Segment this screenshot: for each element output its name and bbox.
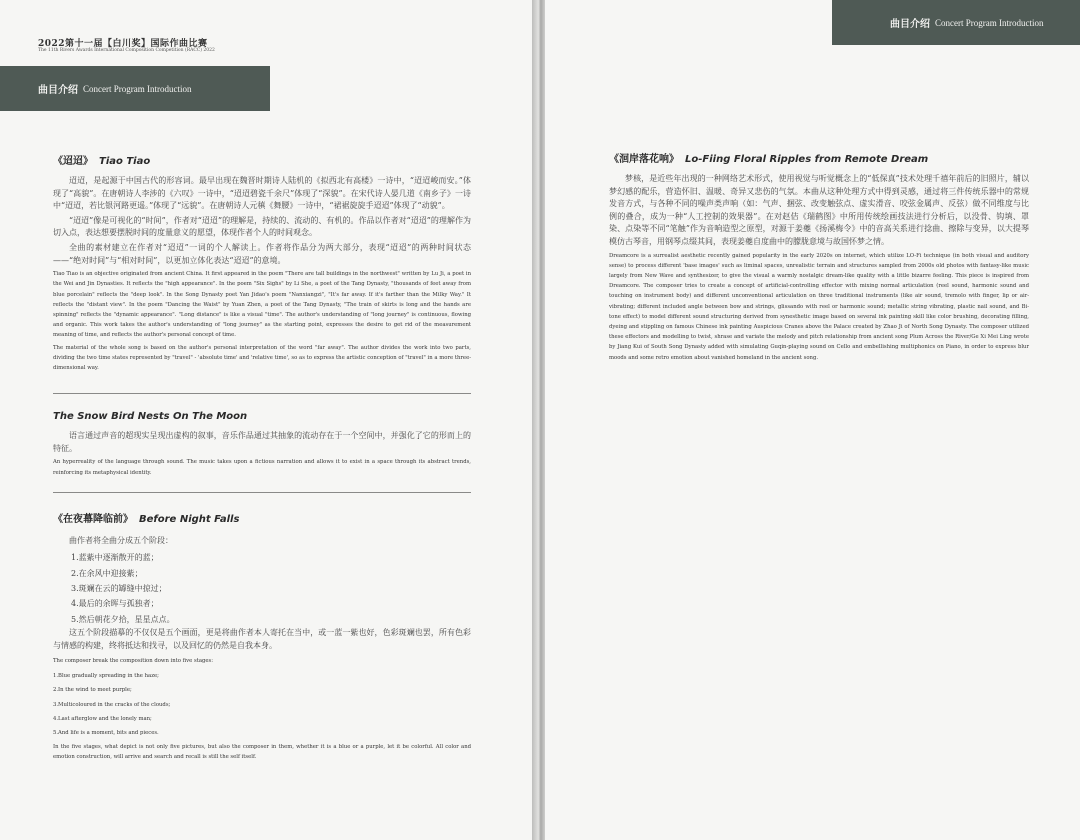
program-title (609, 150, 1029, 165)
list-item: 3.Multicoloured in the cracks of the clouds; (53, 701, 171, 708)
description-en: The material of the whole song is based on the author's personal interpretation of the word "far away". The author divides the work into two parts, dividing the two time states represented by "travel" - 'absolute time' and 'relative time', so as to express the artistic conception of "travel" in a more three-dimensional way. (53, 344, 471, 371)
left-content (53, 152, 471, 763)
program-title-cn: 《洄岸落花响》 (609, 154, 679, 165)
banner-title-en: Concert Program Introduction (935, 17, 1044, 28)
stages-outro-cn: 这五个阶段描摹的不仅仅是五个画面，更是将曲作者本人寄托在当中，或一蓝一紫也好，色彩斑斓也罢，所有色彩与情感的构建，终将抵达和找寻，以及回忆的仍然是自我本身。 (53, 628, 471, 650)
stages-intro-en: The composer break the composition down into five stages: (53, 658, 214, 665)
program-title-en: Before Night Falls (139, 513, 240, 525)
program-title (53, 510, 471, 525)
program-title-cn: 《迢迢》 (53, 156, 93, 167)
program-title-en: The Snow Bird Nests On The Moon (53, 411, 248, 423)
right-content (609, 150, 1029, 364)
list-item: 3.斑斓在云的罅缝中掠过； (71, 584, 167, 593)
list-item: 5.And life is a moment, bits and pieces. (53, 730, 159, 737)
right-page (545, 0, 1080, 840)
program-title (53, 152, 471, 167)
program-before-night-falls (53, 510, 471, 762)
program-title-en: Lo-Fiing Floral Ripples from Remote Dream (685, 154, 929, 165)
left-page (0, 0, 535, 840)
list-item: 4.最后的余晖与孤独者； (71, 599, 159, 609)
competition-title-en: The 11th Rivers Awards International Composition Competition (RACC) 2022 (38, 48, 215, 53)
section-divider (53, 492, 471, 493)
list-item: 4.Last afterglow and the lonely man; (53, 716, 152, 723)
stages-list-cn (53, 550, 471, 627)
section-divider (53, 393, 471, 394)
program-tiao-tiao (53, 152, 471, 373)
section-banner-left (0, 66, 270, 111)
banner-title-cn: 曲目介绍 (890, 19, 930, 30)
section-banner-right (832, 0, 1080, 45)
list-item: 1.蓝紫中逐渐散开的蓝； (71, 553, 159, 563)
competition-title-cn: 2022第十一届【白川奖】国际作曲比赛 (38, 39, 208, 49)
list-item: 1.Blue gradually spreading in the haze; (53, 672, 159, 679)
list-item: 5.然后朝花夕拾，星星点点。 (71, 614, 175, 624)
banner-title-cn: 曲目介绍 (38, 85, 78, 96)
description-en: Dreamcore is a surrealist aesthetic recently gained popularity in the early 2020s on internet, which utilize LO-Fi technique (in both visual and auditory sense) to process different 'base images' such as liminal spaces, unrealistic terrain and structures sampled from 2000s old photos with fantasy-like music largely from New Wave and synthesizer, to give the visual a warmly nostalgic dream-like quality with a little bizarre feeling. This piece is inspired from Dreamcore. The composer tries to create a concept of artificial-controlling effector with mixing normal articulation (reel sound, harmonic sound and touching on instrument body) and different unconventional articulation on three traditional instruments (like air sound, tremolo with finger, lip or air-vibrating; different included angle between bow and strings, glissando with reel or harmonic sound; metallic string vibrating, plastic nail sound, and Bi-tone effect) to model different sound structuring derived from synesthetic image based on several ink painting skill like color brushing, decorating filling, dyeing and stippling on famous Chinese ink painting Auspicious Cranes above the Palace created by Zhao Ji of North Song Dynasty. The composer utilized these effectors and modelling to twist, shrase and variate the melody and pitch relationship from ancient song Plum Across the River/Ge Xi Mei Ling wrote by Jiang Kui of South Song Dynasty added with simulating Guqin-playing sound on Cello and embellishing multiphonics on Piano, in order to express blur moods and some retro emotion about vanished homeland in the ancient song. (609, 252, 1029, 361)
description-en: An hyperreality of the language through sound. The music takes upon a fictious narration and allows it to exist in a space through its abstract trends, reinforcing its metaphysical identity. (53, 459, 471, 476)
description-cn: 全曲的素材建立在作者对“迢迢”一词的个人解读上。作者将作品分为两大部分，表现“迢迢”的两种时间状态——“绝对时间”与“相对时间”，以更加立体化表达“迢迢”的意境。 (53, 242, 471, 265)
description-cn: 语言通过声音的超现实呈现出虚构的叙事，音乐作品通过其抽象的流动存在于一个空间中，并强化了它的形而上的特征。 (53, 431, 471, 453)
list-item: 2.In the wind to meet purple; (53, 687, 132, 694)
program-lo-fiing (609, 150, 1029, 363)
program-title-cn: 《在夜幕降临前》 (53, 513, 133, 525)
description-en: Tiao Tiao is an objective originated from ancient China. It first appeared in the poem "There are tall buildings in the northwest" written by Lu Ji, a poet in the Wei and Jin Dynasties. It reflects the "high appearance". In the poem "Six Sighs" by Li She, a poet of the Tang Dynasty, "thousands of feet away from blue porcelain" reflects the "deep look". In the Song Dynasty poet Yan Jidao's poem "Nanxiangzi", "It's far away. If it's farther than the Milky Way." It reflects the "distant view". In the poem "Dancing the Waist" by Yuan Zhen, a poet of the Tang Dynasty, "The train of skirts is long and the hands are spinning" reflects the "dynamic appearance". "Long distance" is like a visual "time". The author's understanding of "long journey" is continuous, flowing and organic. This work takes the author's understanding of "long journey" as the starting point, expresses the desire to get rid of the measurement meaning of time, and reflects the author's personal concept of time. (53, 271, 471, 339)
description-cn: “迢迢”像是可视化的“时间”，作者对“迢迢”的理解是，持续的、流动的、有机的。作品以作者对“迢迢”的理解作为切入点，表达想要摆脱时间的度量意义的愿望，体现作者个人的时间观念。 (53, 215, 471, 238)
stages-list-en (53, 654, 471, 740)
description-cn: 梦核，是近些年出现的一种网络艺术形式，使用视觉与听觉概念上的“低保真”技术处理千禧年前后的旧照片，辅以梦幻感的配乐，营造怀旧、温暖、奇异又悲伤的气氛。本曲从这种处理方式中得到灵感，通过将三件传统乐器中的常规发音方式，与各种不同的噪声类声响（如：气声、捆弦、改变触弦点、虚实滑音、咬弦金属声、反弦）做不同维度与比例的叠合，成为一种“人工控制的效果器”。在对赵佶《瑞鹤图》中所用传统绘画技法进行分析后，以没骨、钩填、罩染、点染等不同“笔触”作为音响造型之原型，对源于姜夔《扬溪梅令》中的音高关系进行捻曲、擦除与变异，以大提琴模仿古琴音，用钢琴点缀其间，表现姜夔自度曲中的朦胧意境与故国怀梦之情。 (609, 174, 1029, 246)
program-title (53, 411, 471, 422)
description-cn: 迢迢，是起源于中国古代的形容词。最早出现在魏晋时期诗人陆机的《拟西北有高楼》一诗中，“迢迢峻而安。”体现了“高貌”。在唐朝诗人李涉的《六叹》一诗中，“迢迢碧瓷千余尺”体现了“深貌”。在宋代诗人晏几道《南乡子》一诗中“迢迢，若比银河路更遥。”体现了“远貌”。在唐朝诗人元稹《舞腰》一诗中，“裙裾旋旋手迢迢”体现了“动貌”。 (53, 176, 471, 211)
banner-title-en: Concert Program Introduction (83, 83, 192, 94)
stages-intro-cn: 曲作者将全曲分成五个阶段： (69, 535, 173, 545)
list-item: 2.在余风中迎接紫； (71, 568, 143, 578)
program-title-en: Tiao Tiao (99, 156, 151, 167)
stages-outro-en: In the five stages, what depict is not only five pictures, but also the composer in them, whether it is a blue or a purple, let it be colorful. All color and emotion construction, will arrive and search and recall is still the self itself. (53, 743, 471, 761)
program-snow-bird (53, 411, 471, 478)
